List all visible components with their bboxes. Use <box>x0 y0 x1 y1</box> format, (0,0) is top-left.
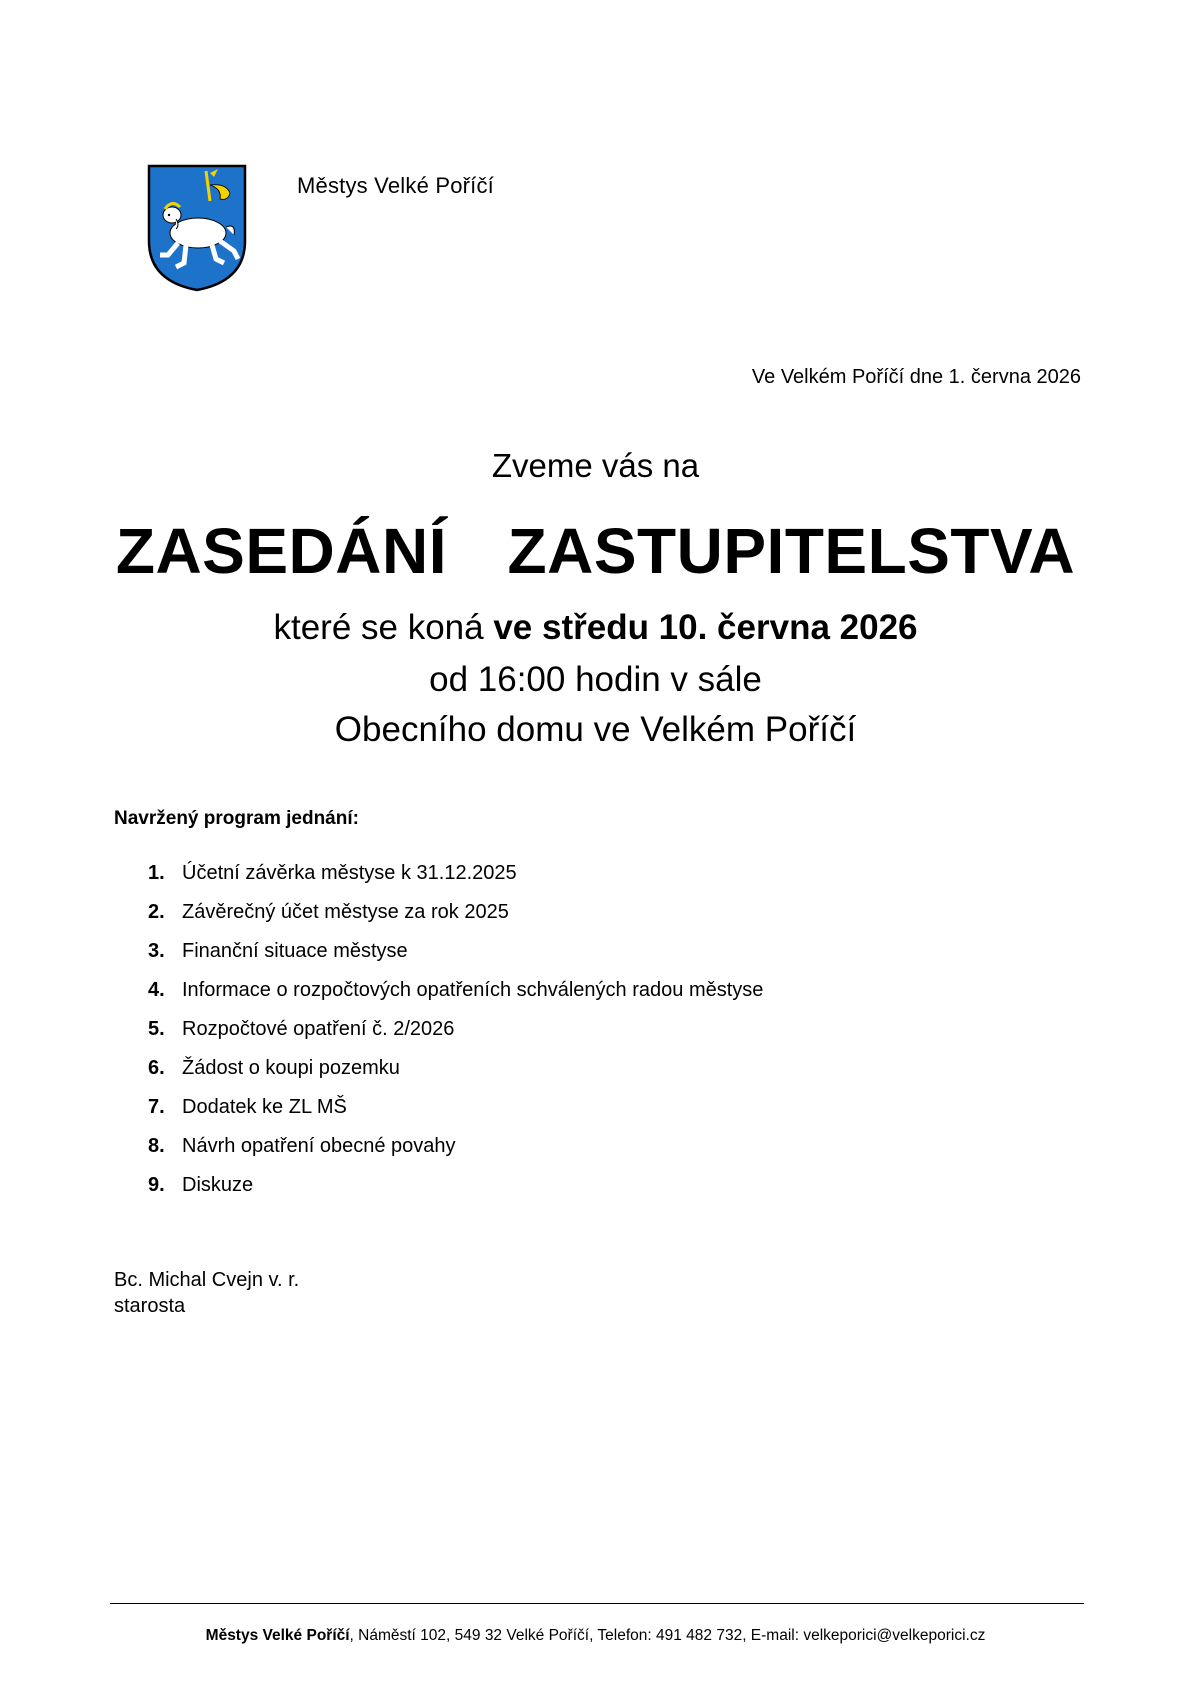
footer-details: , Náměstí 102, 549 32 Velké Poříčí, Telefon: 491 482 732, E-mail: velkeporici@velkeporici.cz <box>349 1627 986 1644</box>
signatory-role: starosta <box>114 1295 186 1317</box>
agenda-text: Informace o rozpočtových opatřeních schválených radou městyse <box>182 979 764 1001</box>
agenda-number: 1. <box>148 862 165 884</box>
invitation-heading <box>0 514 1191 588</box>
footer-contact <box>0 1627 1191 1645</box>
footer-divider <box>110 1603 1084 1604</box>
agenda-number: 3. <box>148 940 165 962</box>
program-title: Navržený program jednání: <box>114 808 359 829</box>
agenda-item <box>114 940 1014 979</box>
agenda-item <box>114 1174 1014 1213</box>
municipality-name: Městys Velké Poříčí <box>297 173 494 198</box>
agenda-number: 6. <box>148 1057 165 1079</box>
coat-of-arms-lamb-icon <box>146 163 248 293</box>
agenda-text: Finanční situace městyse <box>182 940 408 962</box>
agenda-item <box>114 1096 1014 1135</box>
agenda-text: Návrh opatření obecné povahy <box>182 1135 456 1157</box>
meeting-date <box>0 608 1191 648</box>
agenda-number: 4. <box>148 979 165 1001</box>
signatory-name: Bc. Michal Cvejn v. r. <box>114 1269 300 1291</box>
heading-text: ZASEDÁNÍ ZASTUPITELSTVA <box>115 515 1076 587</box>
agenda-item <box>114 862 1014 901</box>
meeting-place: Obecního domu ve Velkém Poříčí <box>334 710 857 749</box>
agenda-number: 5. <box>148 1018 165 1040</box>
agenda-item <box>114 901 1014 940</box>
agenda-item <box>114 1135 1014 1174</box>
agenda-item <box>114 1057 1014 1096</box>
agenda-number: 8. <box>148 1135 165 1157</box>
agenda-text: Dodatek ke ZL MŠ <box>182 1096 347 1118</box>
agenda-text: Rozpočtové opatření č. 2/2026 <box>182 1018 455 1040</box>
agenda-text: Závěrečný účet městyse za rok 2025 <box>182 901 509 923</box>
agenda-text: Žádost o koupi pozemku <box>182 1057 400 1079</box>
footer-org: Městys Velké Poříčí <box>205 1627 350 1644</box>
meeting-date-prefix: které se koná <box>273 608 494 647</box>
meeting-date-bold: ve středu 10. června 2026 <box>493 608 918 647</box>
date-line: Ve Velkém Poříčí dne 1. června 2026 <box>751 366 1081 388</box>
meeting-time: od 16:00 hodin v sále <box>429 660 762 699</box>
agenda-number: 7. <box>148 1096 165 1118</box>
invitation-intro: Zveme vás na <box>491 447 700 484</box>
agenda-number: 2. <box>148 901 165 923</box>
agenda-item <box>114 979 1014 1018</box>
agenda-item <box>114 1018 1014 1057</box>
agenda-number: 9. <box>148 1174 165 1196</box>
agenda-text: Účetní závěrka městyse k 31.12.2025 <box>182 862 517 884</box>
agenda-list <box>114 862 1014 1213</box>
agenda-text: Diskuze <box>182 1174 254 1196</box>
